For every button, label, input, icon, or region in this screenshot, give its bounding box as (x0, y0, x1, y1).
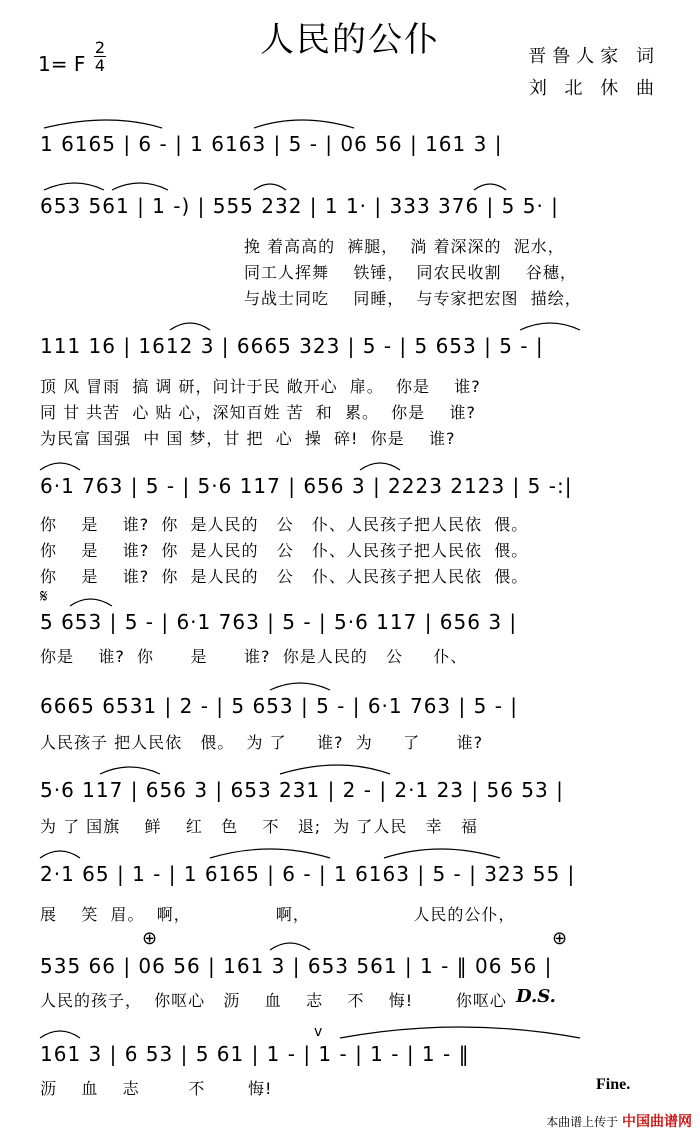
composer-credit: 刘 北 休 曲 (528, 78, 660, 99)
lyric-row-9: 人民的孩子， 你呕心 沥 血 志 不 悔! 你呕心 (40, 991, 507, 1010)
score-row-2: 653 561 | 1 -) | 555 232 | 1 1· | 333 376 | 5 5· | (40, 194, 559, 218)
score-row-1: 1 6165 | 6 - | 1 6163 | 5 - | 06 56 | 161 3 | (40, 132, 503, 156)
segno-sign: 𝄋 (40, 586, 48, 607)
lyric-row-5: 你是 谁? 你 是 谁? 你是人民的 公 仆、 (40, 647, 468, 666)
lyric-row-3-v3: 为民富 国强 中 国 梦，甘 把 心 操 碎! 你是 谁? (40, 429, 456, 448)
time-sig-bottom: 4 (94, 56, 106, 75)
score-row-9: 535 66 | 06 56 | 161 3 | 653 561 | 1 - ‖ 06 56 | (40, 954, 553, 978)
score-row-7: 5·6 117 | 656 3 | 653 231 | 2 - | 2·1 23 | 56 53 | (40, 778, 564, 802)
score-row-6: 6665 6531 | 2 - | 5 653 | 5 - | 6·1 763 | 5 - | (40, 694, 519, 718)
lyric-row-7: 为 了 国旗 鲜 红 色 不 退; 为 了人民 幸 福 (40, 817, 478, 836)
time-sig-top: 2 (94, 38, 106, 57)
lyric-row-4-v3: 你 是 谁? 你 是人民的 公 仆、人民孩子把人民依 偎。 (40, 567, 529, 586)
lyricist-credit: 晋鲁人家 词 (528, 46, 660, 67)
footer-site: 中国曲谱网 (622, 1114, 692, 1130)
lyric-row-4-v1: 你 是 谁? 你 是人民的 公 仆、人民孩子把人民依 偎。 (40, 515, 529, 534)
breath-mark: v (314, 1024, 323, 1040)
fine-marking: Fine. (596, 1076, 631, 1093)
ds-marking: D.S. (516, 986, 556, 1007)
lyric-row-2-v3: 与战士同吃 同睡， 与专家把宏图 描绘， (244, 289, 582, 308)
footer-prefix: 本曲谱上传于 (546, 1115, 619, 1129)
score-row-8: 2·1 65 | 1 - | 1 6165 | 6 - | 1 6163 | 5 - | 323 55 | (40, 862, 576, 886)
key-signature: 1= F (38, 52, 86, 76)
lyric-row-3-v2: 同 甘 共苦 心 贴 心，深知百姓 苦 和 累。 你是 谁? (40, 403, 476, 422)
score-row-10: 161 3 | 6 53 | 5 61 | 1 - | 1 - | 1 - | 1 - ‖ (40, 1042, 470, 1066)
lyric-row-2-v2: 同工人挥舞 铁锤， 同农民收割 谷穗， (244, 263, 577, 282)
lyric-row-4-v2: 你 是 谁? 你 是人民的 公 仆、人民孩子把人民依 偎。 (40, 541, 529, 560)
lyric-row-3-v1: 顶 风 冒雨 搞 调 研，问计于民 敞开心 扉。 你是 谁? (40, 377, 481, 396)
lyric-row-6: 人民孩子 把人民依 偎。 为 了 谁? 为 了 谁? (40, 733, 484, 752)
score-row-3: 111 16 | 1612 3 | 6665 323 | 5 - | 5 653 | 5 - | (40, 334, 544, 358)
score-row-4: 6·1 763 | 5 - | 5·6 117 | 656 3 | 2223 2123 | 5 -:| (40, 474, 573, 498)
score-row-5: 5 653 | 5 - | 6·1 763 | 5 - | 5·6 117 | 656 3 | (40, 610, 518, 634)
lyric-row-8: 展 笑 眉。 啊， 啊， 人民的公仆， (40, 905, 516, 924)
coda-sign-2: ⊕ (552, 928, 568, 949)
lyric-row-2-v1: 挽 着高高的 裤腿， 淌 着深深的 泥水， (244, 237, 565, 256)
song-title: 人民的公仆 (260, 20, 440, 60)
coda-sign: ⊕ (142, 928, 158, 949)
lyric-row-10: 沥 血 志 不 悔! (40, 1079, 273, 1098)
